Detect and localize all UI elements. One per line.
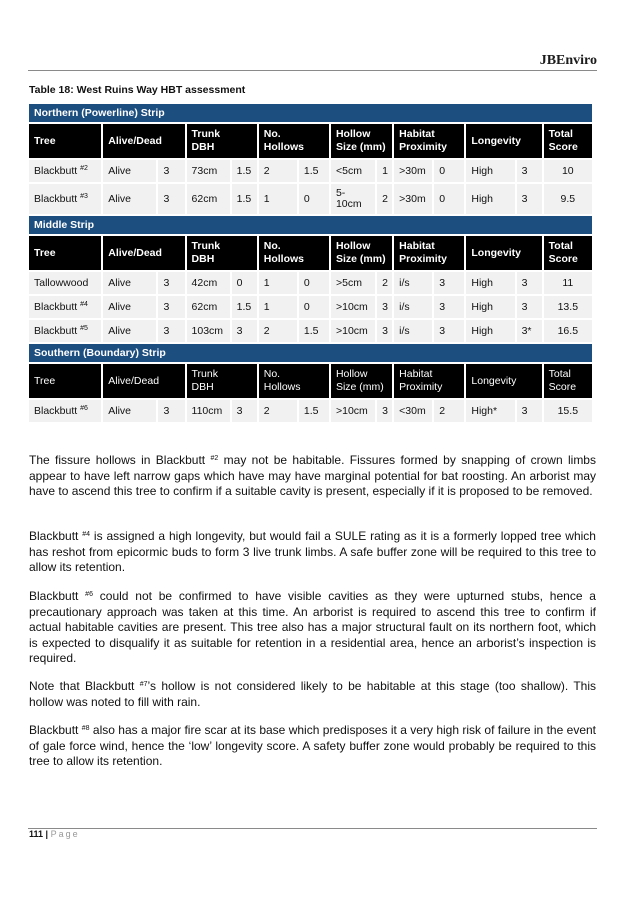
cell-longevity-score: 3 bbox=[517, 184, 542, 214]
cell-dbh: 42cm bbox=[187, 272, 230, 294]
col-habitat-proximity: Habitat Proximity bbox=[394, 124, 464, 158]
cell-hollows-score: 0 bbox=[299, 272, 329, 294]
col-alive-dead: Alive/Dead bbox=[103, 364, 184, 398]
cell-total: 15.5 bbox=[544, 400, 592, 422]
cell-proximity: i/s bbox=[394, 272, 432, 294]
table-caption: Table 18: West Ruins Way HBT assessment bbox=[29, 84, 246, 96]
cell-hollows: 2 bbox=[259, 320, 297, 342]
cell-hollows-score: 0 bbox=[299, 184, 329, 214]
col-tree: Tree bbox=[29, 236, 101, 270]
cell-longevity: High bbox=[466, 296, 514, 318]
col-habitat-proximity: Habitat Proximity bbox=[394, 236, 464, 270]
cell-total: 11 bbox=[544, 272, 592, 294]
table-row bbox=[29, 272, 592, 294]
cell-size: <5cm bbox=[331, 160, 375, 182]
cell-total: 16.5 bbox=[544, 320, 592, 342]
col-longevity: Longevity bbox=[466, 124, 541, 158]
col-tree: Tree bbox=[29, 364, 101, 398]
cell-proximity: i/s bbox=[394, 320, 432, 342]
cell-proximity: >30m bbox=[394, 160, 432, 182]
section-title: Southern (Boundary) Strip bbox=[29, 344, 592, 362]
brand-logo-text: JBEnviro bbox=[539, 53, 597, 68]
cell-size: >5cm bbox=[331, 272, 375, 294]
page-label: Page bbox=[50, 829, 80, 839]
cell-proximity-score: 3 bbox=[434, 320, 464, 342]
cell-dbh: 62cm bbox=[187, 184, 230, 214]
cell-tree: Blackbutt $^{\#3}$ bbox=[29, 184, 101, 214]
cell-longevity: High bbox=[466, 184, 514, 214]
cell-alive-score: 3 bbox=[158, 184, 184, 214]
cell-hollows-score: 1.5 bbox=[299, 160, 329, 182]
page-number: 111 bbox=[29, 829, 44, 839]
paragraph-blackbutt-7: Note that Blackbutt $^{\#7}$’s hollow is not considered likely to be habitable at this stage (too shallow). This hollow was noted to fill with rain. bbox=[29, 679, 596, 709]
cell-longevity: High bbox=[466, 160, 514, 182]
table-row bbox=[29, 320, 592, 342]
cell-tree: Blackbutt $^{\#4}$ bbox=[29, 296, 101, 318]
cell-dbh-score: 1.5 bbox=[232, 160, 257, 182]
col-trunk-dbh: Trunk DBH bbox=[187, 236, 257, 270]
section-header-southern bbox=[29, 344, 592, 362]
cell-alive-score: 3 bbox=[158, 296, 184, 318]
column-header-row bbox=[29, 236, 592, 270]
cell-alive: Alive bbox=[103, 184, 156, 214]
paragraph-blackbutt-2: The fissure hollows in Blackbutt $^{\#2}$ may not be habitable. Fissures formed by snapping of crown limbs appear to have left narrow gaps which have may have marginal potential for bat roosting. An arborist may have to ascend this tree to confirm if a suitable cavity is present, especially if it is proposed to be removed. bbox=[29, 453, 596, 498]
cell-alive: Alive bbox=[103, 160, 156, 182]
cell-alive-score: 3 bbox=[158, 160, 184, 182]
col-no-hollows: No. Hollows bbox=[259, 364, 329, 398]
cell-proximity: i/s bbox=[394, 296, 432, 318]
section-title: Middle Strip bbox=[29, 216, 592, 234]
cell-dbh-score: 1.5 bbox=[232, 184, 257, 214]
cell-proximity: >30m bbox=[394, 184, 432, 214]
section-title: Northern (Powerline) Strip bbox=[29, 104, 592, 122]
cell-hollows-score: 0 bbox=[299, 296, 329, 318]
cell-alive: Alive bbox=[103, 320, 156, 342]
cell-longevity: High bbox=[466, 272, 514, 294]
section-header-northern bbox=[29, 104, 592, 122]
cell-alive-score: 3 bbox=[158, 400, 184, 422]
cell-alive: Alive bbox=[103, 272, 156, 294]
col-trunk-dbh: Trunk DBH bbox=[187, 364, 257, 398]
table-row bbox=[29, 296, 592, 318]
cell-size: 5- 10cm bbox=[331, 184, 375, 214]
table-row bbox=[29, 400, 592, 422]
cell-tree: Blackbutt $^{\#5}$ bbox=[29, 320, 101, 342]
col-hollow-size: Hollow Size (mm) bbox=[331, 364, 392, 398]
footer-rule bbox=[28, 828, 597, 829]
cell-size-score: 3 bbox=[377, 296, 392, 318]
cell-size: >10cm bbox=[331, 296, 375, 318]
paragraph-blackbutt-8: Blackbutt $^{\#8}$ also has a major fire scar at its base which predisposes it a very high risk of failure in the event of gale force wind, hence the ‘low’ longevity score. A safety buffer zone would probably be required to this tree to allow its retention. bbox=[29, 723, 596, 768]
cell-proximity: <30m bbox=[394, 400, 432, 422]
column-header-row bbox=[29, 124, 592, 158]
cell-longevity-score: 3 bbox=[517, 272, 542, 294]
footer-separator: | bbox=[43, 829, 51, 839]
page-footer bbox=[29, 829, 80, 839]
col-longevity: Longevity bbox=[466, 236, 541, 270]
col-habitat-proximity: Habitat Proximity bbox=[394, 364, 464, 398]
cell-dbh: 73cm bbox=[187, 160, 230, 182]
col-longevity: Longevity bbox=[466, 364, 541, 398]
cell-total: 13.5 bbox=[544, 296, 592, 318]
section-header-middle bbox=[29, 216, 592, 234]
cell-alive: Alive bbox=[103, 296, 156, 318]
cell-alive-score: 3 bbox=[158, 272, 184, 294]
col-hollow-size: Hollow Size (mm) bbox=[331, 236, 392, 270]
col-total-score: Total Score bbox=[544, 124, 592, 158]
col-alive-dead: Alive/Dead bbox=[103, 124, 184, 158]
cell-alive-score: 3 bbox=[158, 320, 184, 342]
cell-longevity-score: 3 bbox=[517, 296, 542, 318]
cell-hollows: 1 bbox=[259, 184, 297, 214]
cell-hollows: 1 bbox=[259, 272, 297, 294]
paragraph-blackbutt-4: Blackbutt $^{\#4}$ is assigned a high longevity, but would fail a SULE rating as it is a formerly lopped tree which has reshot from epicormic buds to form 3 live trunk limbs. A safe buffer zone will be required to this tree to allow its retention. bbox=[29, 529, 596, 574]
col-alive-dead: Alive/Dead bbox=[103, 236, 184, 270]
cell-tree: Tallowwood bbox=[29, 272, 101, 294]
cell-hollows: 2 bbox=[259, 160, 297, 182]
cell-longevity: High* bbox=[466, 400, 514, 422]
cell-size-score: 3 bbox=[377, 320, 392, 342]
cell-alive: Alive bbox=[103, 400, 156, 422]
cell-size-score: 1 bbox=[377, 160, 392, 182]
col-total-score: Total Score bbox=[544, 364, 592, 398]
cell-size: >10cm bbox=[331, 320, 375, 342]
cell-tree: Blackbutt $^{\#6}$ bbox=[29, 400, 101, 422]
cell-proximity-score: 3 bbox=[434, 296, 464, 318]
cell-size-score: 2 bbox=[377, 272, 392, 294]
paragraph-blackbutt-6: Blackbutt $^{\#6}$ could not be confirmed to have visible cavities as they were upturned stubs, hence a precautionary approach was taken at this time. An arborist is required to ascend this tree to confirm if actual habitable cavities are present. This tree also has a major structural fault on its northern foot, which is expected to disqualify it as suitable for retention in a residential area, hence an arborist’s inspection is required. bbox=[29, 589, 596, 665]
col-no-hollows: No. Hollows bbox=[259, 124, 329, 158]
cell-size: >10cm bbox=[331, 400, 375, 422]
cell-longevity-score: 3 bbox=[517, 160, 542, 182]
cell-size-score: 2 bbox=[377, 184, 392, 214]
cell-longevity-score: 3 bbox=[517, 400, 542, 422]
cell-dbh: 103cm bbox=[187, 320, 230, 342]
hbt-assessment-table bbox=[27, 102, 594, 424]
table-row bbox=[29, 160, 592, 182]
header-rule bbox=[28, 70, 597, 71]
cell-proximity-score: 3 bbox=[434, 272, 464, 294]
cell-hollows-score: 1.5 bbox=[299, 320, 329, 342]
cell-hollows: 1 bbox=[259, 296, 297, 318]
cell-dbh: 110cm bbox=[187, 400, 230, 422]
cell-size-score: 3 bbox=[377, 400, 392, 422]
cell-proximity-score: 2 bbox=[434, 400, 464, 422]
cell-total: 9.5 bbox=[544, 184, 592, 214]
table-row bbox=[29, 184, 592, 214]
col-total-score: Total Score bbox=[544, 236, 592, 270]
col-trunk-dbh: Trunk DBH bbox=[187, 124, 257, 158]
cell-longevity-score: 3* bbox=[517, 320, 542, 342]
cell-hollows: 2 bbox=[259, 400, 297, 422]
col-tree: Tree bbox=[29, 124, 101, 158]
cell-dbh-score: 3 bbox=[232, 320, 257, 342]
column-header-row bbox=[29, 364, 592, 398]
cell-hollows-score: 1.5 bbox=[299, 400, 329, 422]
cell-dbh: 62cm bbox=[187, 296, 230, 318]
cell-dbh-score: 1.5 bbox=[232, 296, 257, 318]
cell-tree: Blackbutt $^{\#2}$ bbox=[29, 160, 101, 182]
col-no-hollows: No. Hollows bbox=[259, 236, 329, 270]
cell-dbh-score: 3 bbox=[232, 400, 257, 422]
cell-longevity: High bbox=[466, 320, 514, 342]
col-hollow-size: Hollow Size (mm) bbox=[331, 124, 392, 158]
cell-dbh-score: 0 bbox=[232, 272, 257, 294]
cell-proximity-score: 0 bbox=[434, 184, 464, 214]
cell-total: 10 bbox=[544, 160, 592, 182]
cell-proximity-score: 0 bbox=[434, 160, 464, 182]
